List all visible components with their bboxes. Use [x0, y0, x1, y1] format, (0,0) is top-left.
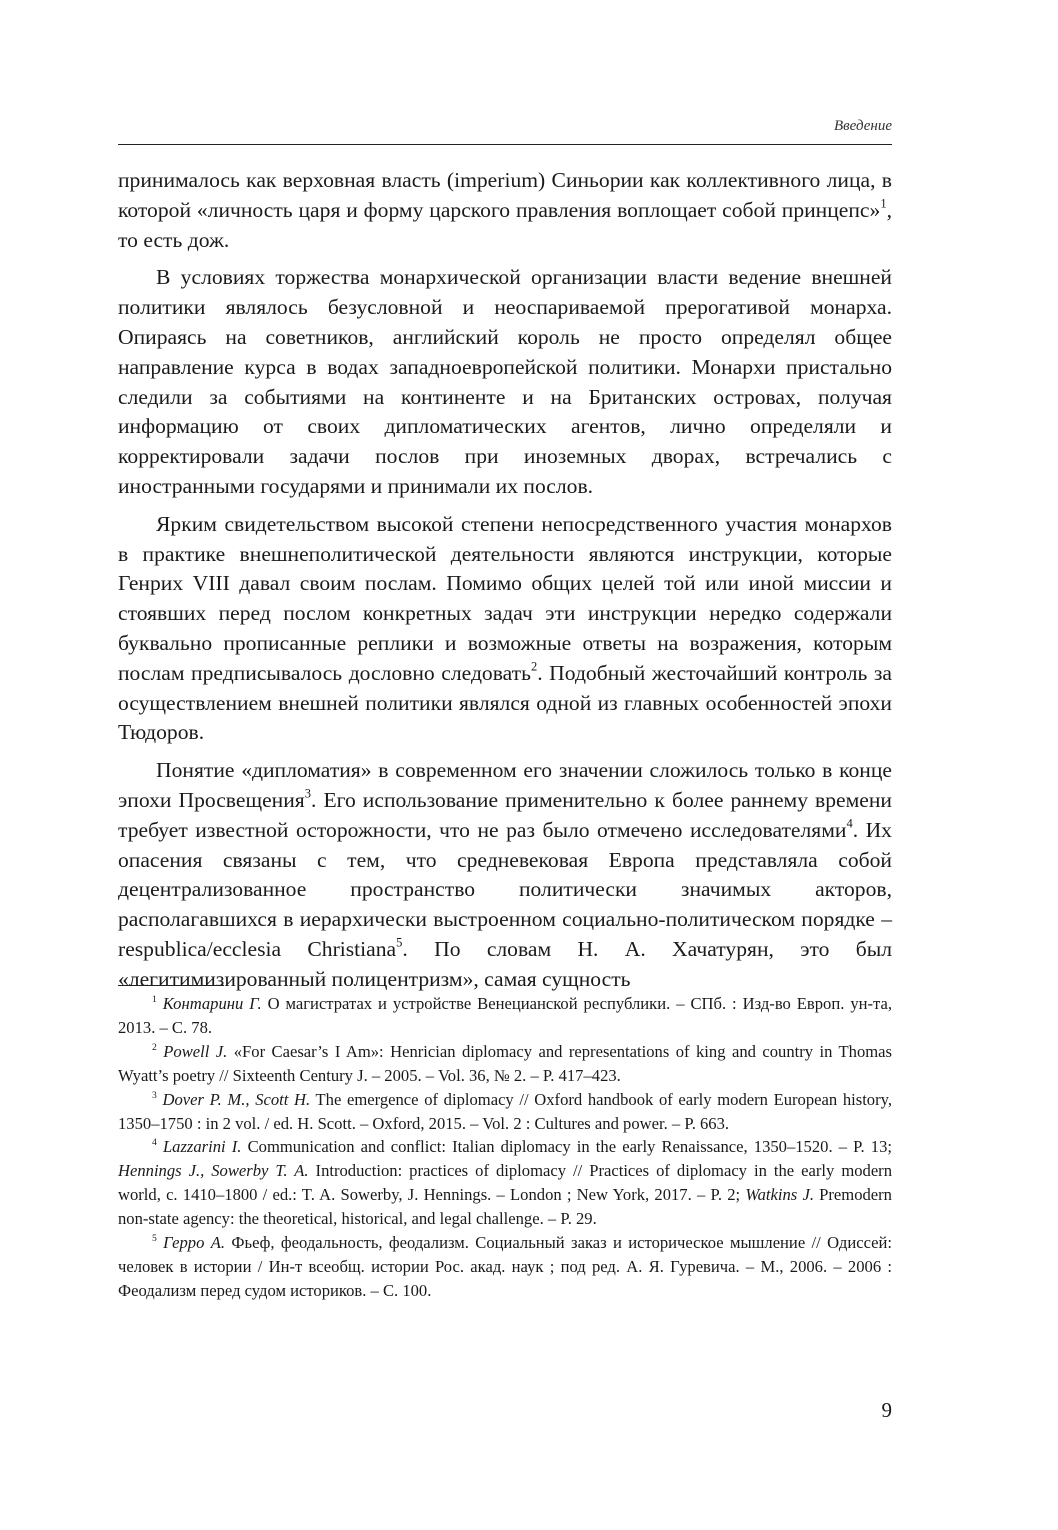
- footnote-3: $^3$ Dover P. M., Scott H. The emergence of diplomacy // Oxford handbook of early modern European history, 1350–1750 : in 2 vol. / ed. H. Scott. – Oxford, 2015. – Vol. 2 : Cultures and power. – P. 663.: [118, 1089, 893, 1133]
- footnote-ref-2[interactable]: 2: [530, 659, 538, 674]
- footnote-2: $^2$ Powell J. «For Caesar’s I Am»: Henrician diplomacy and representations of king and country in Thomas Wyatt’s poetry // Sixteenth Century J. – 2005. – Vol. 36, № 2. – P. 417–423.: [118, 1041, 892, 1085]
- footnote-5: $^5$ Герро А. Фьеф, феодальность, феодализм. Социальный заказ и историческое мышление // Одиссей: человек в истории / Ин-т всеобщ. истории Рос. акад. наук ; под ред. А. Я. Гуревича. – М., 2006. – 2006 : Феодализм перед судом историков. – С. 100.: [118, 1232, 892, 1300]
- footnote-ref-5[interactable]: 5: [396, 935, 403, 950]
- page-number: 9: [881, 1398, 892, 1422]
- footnote-separator: [118, 985, 224, 986]
- header-rule: [118, 144, 892, 145]
- main-text: [118, 166, 892, 995]
- footnote-ref-4[interactable]: 4: [846, 816, 853, 831]
- paragraph-1: принималось как верховная власть (imperium) Синьории как коллективного лица, в которой «личность царя и форму царского правления воплощает собой принцепс»$^1$, то есть дож.: [118, 168, 892, 252]
- footnote-1: $^1$ Контарини Г. О магистратах и устройстве Венецианской республики. – СПб. : Изд-во Европ. ун-та, 2013. – С. 78.: [118, 993, 893, 1037]
- footnote-ref-3[interactable]: 3: [304, 786, 311, 801]
- paragraph-4: Понятие «дипломатия» в современном его значении сложилось только в конце эпохи Просвещения$^3$. Его использование применительно к более раннему времени требует известной осторожности, что не раз было отмечено исследователями$^4$. Их опасения связаны с тем, что средневековая Европа представляла собой децентрализованное пространство политически значимых акторов, располагавшихся в иерархически выстроенном социально-политическом порядке – respublica/ecclesia Christiana$^5$. По словам Н. А. Хачатурян, это был «легитимизированный полицентризм», самая сущность: [118, 758, 893, 991]
- running-header: Введение: [834, 118, 892, 134]
- footnotes: [118, 992, 892, 1303]
- paragraph-3: Ярким свидетельством высокой степени непосредственного участия монархов в практике внешнеполитической деятельности являются инструкции, которые Генрих VIII давал своим послам. Помимо общих целей той или иной миссии и стоявших перед послом конкретных задач эти инструкции нередко содержали буквально прописанные реплики и возможные ответы на возражения, которым послам предписывалось дословно следовать$^2$. Подобный жесточайший контроль за осуществлением внешней политики являлся одной из главных особенностей эпохи Тюдоров.: [118, 511, 892, 745]
- paragraph-2: В условиях торжества монархической организации власти ведение внешней политики являлось безусловной и неоспариваемой прерогативой монарха. Опираясь на советников, английский король не просто определял общее направление курса в водах западноевропейской политики. Монархи пристально следили за событиями на континенте и на Британских островах, получая информацию от своих дипломатических агентов, лично определяли и корректировали задачи послов при иноземных дворах, встречались с иностранными государями и принимали их послов.: [118, 265, 892, 498]
- footnote-ref-1[interactable]: 1: [880, 196, 887, 211]
- footnote-4: $^4$ Lazzarini I. Communication and conflict: Italian diplomacy in the early Renaissance, 1350–1520. – P. 13; Hennings J., Sowerby T. A. Introduction: practices of diplomacy // Practices of diplomacy in the early modern world, c. 1410–1800 / ed.: T. A. Sowerby, J. Hennings. – London ; New York, 2017. – P. 2; Watkins J. Premodern non-state agency: the theoretical, historical, and legal challenge. – P. 29.: [118, 1137, 893, 1229]
